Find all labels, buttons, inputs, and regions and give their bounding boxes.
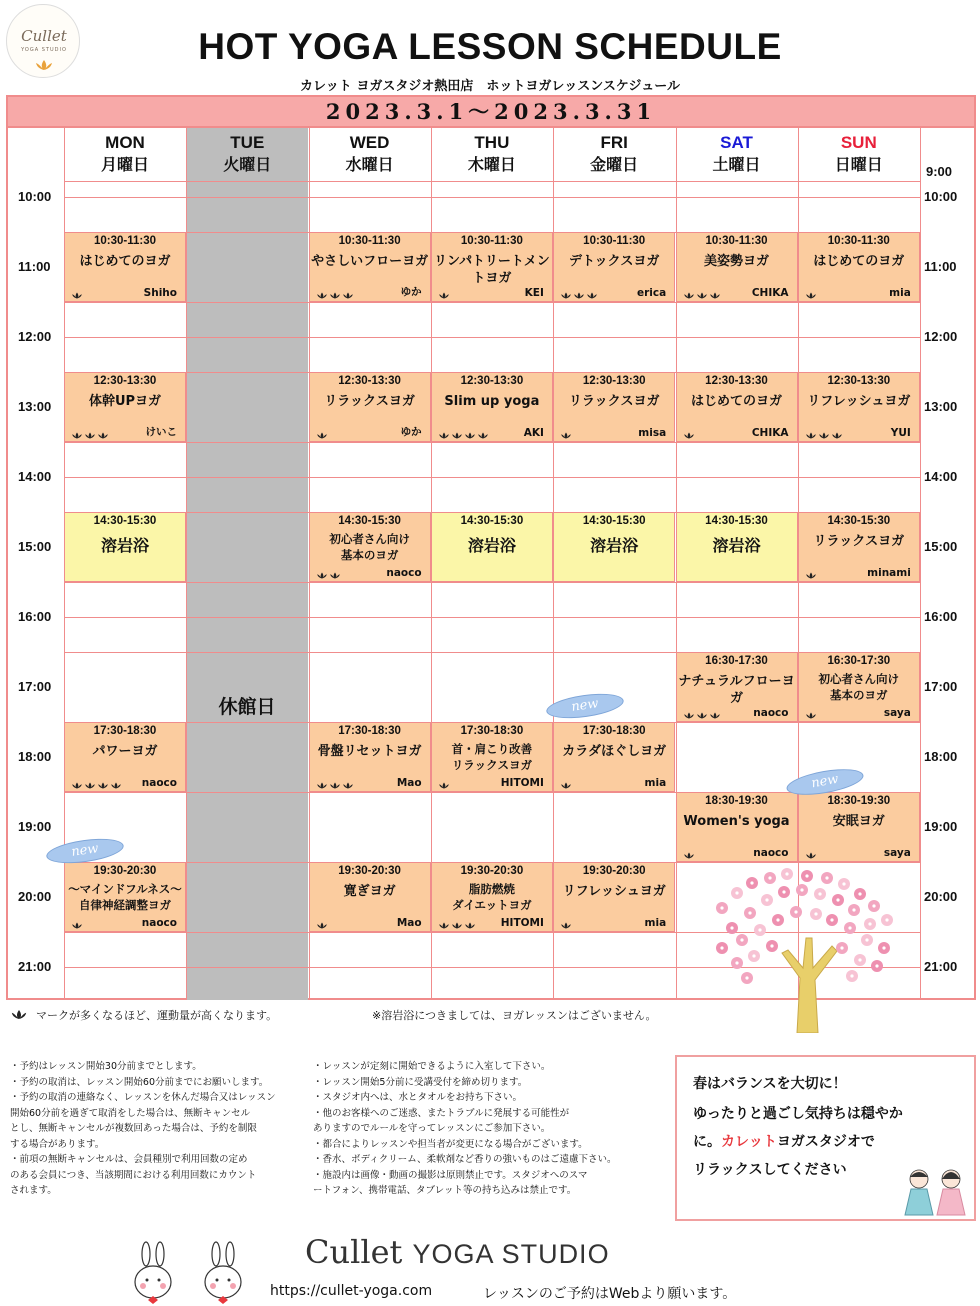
rabbits-illustration — [130, 1240, 260, 1306]
lesson-name: 初心者さん向け 基本のヨガ — [818, 672, 900, 702]
lesson-card[interactable] — [676, 372, 798, 442]
intensity-lotus-icons — [316, 776, 355, 788]
lesson-card[interactable] — [309, 862, 431, 932]
lesson-card[interactable] — [798, 652, 920, 722]
lesson-name: Women's yoga — [683, 814, 790, 829]
time-label-right: 19:00 — [924, 819, 958, 834]
lesson-name: 寛ぎヨガ — [343, 884, 396, 899]
lesson-time: 14:30-15:30 — [460, 515, 524, 527]
lesson-instructor: naoco — [141, 777, 177, 789]
lesson-instructor: けいこ — [145, 426, 177, 438]
lesson-name: リラックスヨガ — [568, 394, 660, 409]
time-label-left: 11:00 — [18, 259, 51, 274]
lesson-instructor: HITOMI — [500, 777, 544, 789]
lesson-card[interactable] — [553, 512, 675, 582]
intensity-lotus-icons — [560, 426, 573, 438]
logo-subtext: YOGA STUDIO — [21, 47, 67, 53]
time-label-right: 15:00 — [924, 539, 958, 554]
day-name-en: FRI — [600, 133, 628, 152]
lesson-instructor: naoco — [141, 917, 177, 929]
lesson-name: 美姿勢ヨガ — [703, 254, 769, 269]
lesson-time: 19:30-20:30 — [338, 865, 401, 877]
day-name-jp: 月曜日 — [100, 155, 149, 174]
time-label-left: 13:00 — [18, 399, 52, 414]
lesson-instructor: naoco — [753, 847, 789, 859]
lesson-instructor: saya — [883, 847, 911, 859]
lesson-card[interactable] — [431, 862, 553, 932]
intensity-lotus-icons — [71, 776, 123, 788]
time-label-left: 18:00 — [18, 749, 52, 764]
website-link[interactable]: https://cullet-yoga.com — [270, 1283, 433, 1299]
message-line: に。カレットヨガスタジオで — [693, 1134, 875, 1150]
lesson-name: ～マインドフルネス～ 自律神経調整ヨガ — [68, 882, 182, 912]
lesson-card[interactable] — [798, 792, 920, 862]
rules-right — [313, 1059, 617, 1199]
day-name-jp: 火曜日 — [223, 155, 272, 174]
lesson-name: 体幹UPヨガ — [88, 394, 162, 409]
lesson-card[interactable] — [798, 372, 920, 442]
intensity-lotus-icons — [560, 916, 573, 928]
message-box — [675, 1055, 976, 1221]
logo-text: Cullet — [21, 27, 67, 45]
intensity-lotus-icons — [560, 776, 573, 788]
lesson-name: やさしいフローヨガ — [311, 254, 429, 269]
day-header-sun — [798, 130, 920, 181]
time-label-right: 16:00 — [924, 609, 958, 624]
lesson-card[interactable] — [309, 722, 431, 792]
reservation-note: レッスンのご予約はWebより願います。 — [483, 1286, 737, 1302]
lesson-name: 溶岩浴 — [590, 536, 639, 555]
lesson-name: 骨盤リセットヨガ — [317, 744, 422, 759]
day-header-thu — [431, 130, 553, 181]
time-label-right: 11:00 — [924, 259, 957, 274]
lesson-instructor: CHIKA — [751, 427, 789, 439]
day-name-en: TUE — [230, 133, 265, 152]
lesson-time: 17:30-18:30 — [582, 725, 646, 737]
lesson-card[interactable] — [309, 512, 431, 582]
day-header-sat — [676, 130, 798, 181]
time-label-right: 21:00 — [924, 959, 958, 974]
rules-left — [10, 1059, 276, 1199]
rule-line: ・予約の取消は、レッスン開始60分前までにお願いします。 — [10, 1076, 269, 1088]
time-label-right: 17:00 — [924, 679, 958, 694]
rule-line: ・前項の無断キャンセルは、会員種別で利用回数の定め — [10, 1154, 248, 1165]
rule-line: ・都合によりレッスンや担当者が変更になる場合がございます。 — [313, 1138, 588, 1150]
lesson-instructor: ゆか — [400, 426, 422, 438]
day-name-jp: 土曜日 — [712, 155, 761, 174]
day-name-en: SAT — [720, 133, 753, 152]
time-label-left: 16:00 — [18, 609, 52, 624]
day-name-en: MON — [105, 133, 145, 152]
lava-bath-note: ※溶岩浴につきましては、ヨガレッスンはございません。 — [372, 1009, 657, 1022]
time-label-left: 12:00 — [18, 329, 52, 344]
cherry-blossom-tree-illustration — [692, 868, 922, 1033]
lesson-instructor: mia — [889, 287, 911, 299]
intensity-lotus-icons — [805, 846, 818, 858]
lesson-instructor: saya — [883, 707, 911, 719]
lesson-name: カラダほぐしヨガ — [562, 744, 667, 759]
time-label-left: 10:00 — [18, 189, 52, 204]
time-label-right: 18:00 — [924, 749, 958, 764]
lotus-icon — [10, 1009, 28, 1023]
footer-logo: Cullet YOGA STUDIO — [305, 1233, 610, 1271]
rule-line: ・香水、ボディクリーム、柔軟剤など香りの強いものはご遠慮下さい。 — [313, 1154, 617, 1165]
time-label-right: 13:00 — [924, 399, 958, 414]
rule-line: ートフォン、携帯電話、タブレット等の持ち込みは禁止です。 — [313, 1185, 577, 1196]
time-label-left: 19:00 — [18, 819, 52, 834]
rule-line: ありますのでルールを守ってレッスンにご参加下さい。 — [313, 1123, 551, 1134]
lesson-card[interactable] — [64, 722, 186, 792]
studio-name-highlight: カレット — [721, 1134, 777, 1150]
rule-line: する場合があります。 — [10, 1138, 105, 1150]
lesson-time: 12:30-13:30 — [460, 375, 524, 387]
new-badge: new — [45, 835, 125, 868]
time-label-left: 14:00 — [18, 469, 52, 484]
lesson-card[interactable] — [309, 372, 431, 442]
lesson-time: 16:30-17:30 — [827, 655, 891, 667]
lesson-instructor: mia — [644, 777, 667, 789]
lesson-instructor: minami — [867, 567, 911, 579]
intensity-lotus-icons — [683, 286, 722, 298]
intensity-lotus-icons — [71, 286, 84, 298]
lesson-card[interactable] — [553, 372, 675, 442]
intensity-lotus-icons — [316, 916, 329, 928]
rule-line: ・予約はレッスン開始30分前までとします。 — [10, 1061, 202, 1072]
lesson-instructor: Mao — [396, 777, 422, 789]
lesson-card[interactable] — [676, 792, 798, 862]
time-label-right: 20:00 — [924, 889, 958, 904]
intensity-lotus-icons — [438, 776, 451, 788]
lesson-time: 10:30-11:30 — [705, 235, 768, 247]
lesson-time: 17:30-18:30 — [338, 725, 401, 737]
intensity-lotus-icons — [805, 426, 844, 438]
lesson-time: 12:30-13:30 — [582, 375, 646, 387]
lesson-time: 10:30-11:30 — [827, 235, 890, 247]
lesson-name: 溶岩浴 — [100, 536, 149, 555]
rule-line: されます。 — [10, 1185, 57, 1196]
rule-line: ・施設内は画像・動画の撮影は原則禁止です。スタジオへのスマ — [313, 1169, 588, 1181]
time-label-left: 21:00 — [18, 959, 52, 974]
lesson-name: リンパトリートメントヨガ — [434, 254, 550, 286]
lesson-time: 12:30-13:30 — [827, 375, 891, 387]
hina-dolls-illustration — [899, 1165, 971, 1217]
lesson-card[interactable] — [431, 722, 553, 792]
lesson-name: はじめてのヨガ — [79, 254, 171, 269]
time-label-right: 10:00 — [924, 189, 958, 204]
lesson-card[interactable] — [431, 232, 553, 302]
closed-day-column — [186, 128, 308, 1000]
intensity-lotus-icons — [805, 286, 818, 298]
lesson-instructor: erica — [636, 287, 667, 299]
lesson-card[interactable] — [431, 512, 553, 582]
lesson-time: 10:30-11:30 — [460, 235, 523, 247]
lesson-instructor: naoco — [753, 707, 789, 719]
day-header-tue — [186, 130, 308, 181]
lesson-time: 10:30-11:30 — [338, 235, 401, 247]
day-name-jp: 木曜日 — [467, 155, 516, 174]
lesson-name: リフレッシュヨガ — [807, 394, 911, 409]
lesson-instructor: CHIKA — [751, 287, 789, 299]
new-badge: new — [545, 690, 625, 723]
rule-line: ・予約の取消の連絡なく、レッスンを休んだ場合又はレッスン — [10, 1092, 276, 1103]
intensity-lotus-icons — [805, 706, 818, 718]
lesson-card[interactable] — [676, 512, 798, 582]
lesson-card[interactable] — [553, 232, 675, 302]
lesson-name: 溶岩浴 — [467, 536, 516, 555]
lesson-card[interactable] — [64, 512, 186, 582]
lesson-instructor: Shiho — [143, 287, 177, 299]
lesson-instructor: ゆか — [400, 286, 422, 298]
intensity-lotus-icons — [316, 426, 329, 438]
lesson-name: ナチュラルフローヨガ — [678, 674, 795, 706]
day-name-jp: 水曜日 — [345, 155, 394, 174]
lesson-name: リラックスヨガ — [324, 394, 415, 409]
lesson-name: パワーヨガ — [92, 744, 158, 759]
intensity-lotus-icons — [316, 286, 355, 298]
lesson-card[interactable] — [64, 862, 186, 932]
lesson-time: 16:30-17:30 — [705, 655, 768, 667]
intensity-lotus-icons — [805, 566, 818, 578]
intensity-lotus-icons — [438, 916, 477, 928]
page-title: HOT YOGA LESSON SCHEDULE — [198, 26, 782, 67]
lesson-instructor: HITOMI — [500, 917, 544, 929]
rule-line: のある会員につき、当該期間における利用回数にカウント — [10, 1169, 257, 1181]
rule-line: ・他のお客様へのご迷惑、またトラブルに発展する可能性が — [313, 1107, 570, 1119]
lesson-name: 首・肩こり改善 リラックスヨガ — [451, 742, 533, 772]
lesson-time: 19:30-20:30 — [582, 865, 646, 877]
day-name-jp: 日曜日 — [834, 155, 883, 174]
day-header-mon — [64, 130, 186, 181]
message-line: リラックスしてください — [693, 1162, 847, 1178]
lesson-name: リラックスヨガ — [813, 534, 905, 549]
lesson-instructor: KEI — [524, 287, 544, 299]
lesson-name: 脂肪燃焼 ダイエットヨガ — [452, 882, 532, 912]
lesson-time: 18:30-19:30 — [705, 795, 768, 807]
date-range: 2023.3.1～2023.3.31 — [6, 95, 976, 128]
rule-line: 開始60分前を過ぎて取消をした場合は、無断キャンセル — [10, 1107, 251, 1119]
intensity-lotus-icons — [71, 426, 110, 438]
time-label-left: 17:00 — [18, 679, 52, 694]
day-header-fri — [553, 130, 675, 181]
lesson-time: 19:30-20:30 — [93, 865, 157, 877]
lesson-name: 初心者さん向け 基本のヨガ — [329, 532, 410, 562]
time-label-right: 14:00 — [924, 469, 958, 484]
message-line: 春はバランスを大切に！ — [693, 1076, 847, 1092]
lesson-time: 10:30-11:30 — [93, 235, 157, 247]
lesson-name: 溶岩浴 — [712, 536, 761, 555]
rule-line: ・レッスン開始5分前に受講受付を締め切ります。 — [313, 1076, 528, 1088]
lesson-name: 安眠ヨガ — [832, 814, 885, 829]
lesson-card[interactable] — [431, 372, 553, 442]
lesson-time: 12:30-13:30 — [705, 375, 768, 387]
lesson-card[interactable] — [553, 722, 675, 792]
message-line: ゆったりと過ごし気持ちは穏やか — [693, 1106, 903, 1122]
rule-line: ・スタジオ内へは、水とタオルをお持ち下さい。 — [313, 1092, 523, 1103]
intensity-lotus-icons — [71, 916, 84, 928]
lesson-time: 17:30-18:30 — [93, 725, 157, 737]
rule-line: とし、無断キャンセルが複数回あった場合は、予約を制限 — [10, 1123, 257, 1134]
lesson-instructor: Mao — [396, 917, 422, 929]
intensity-lotus-icons — [683, 846, 696, 858]
new-badge: new — [785, 764, 866, 799]
lesson-card[interactable] — [64, 372, 186, 442]
intensity-legend — [10, 1007, 277, 1023]
intensity-lotus-icons — [560, 286, 599, 298]
day-name-en: SUN — [840, 133, 877, 152]
lesson-card[interactable] — [798, 232, 920, 302]
lesson-card[interactable] — [676, 232, 798, 302]
intensity-lotus-icons — [438, 426, 490, 438]
page-subtitle: カレット ヨガスタジオ熱田店 ホットヨガレッスンスケジュール — [299, 79, 681, 94]
lesson-name: リフレッシュヨガ — [562, 884, 666, 899]
day-name-en: THU — [474, 133, 510, 152]
lesson-time: 14:30-15:30 — [93, 515, 157, 527]
lesson-card[interactable] — [553, 862, 675, 932]
lesson-card[interactable] — [309, 232, 431, 302]
time-label-left: 15:00 — [18, 539, 52, 554]
lesson-time: 12:30-13:30 — [93, 375, 157, 387]
lesson-time: 18:30-19:30 — [827, 795, 891, 807]
lesson-time: 14:30-15:30 — [705, 515, 768, 527]
lesson-instructor: mia — [644, 917, 667, 929]
lesson-instructor: naoco — [386, 567, 422, 579]
time-label-left: 20:00 — [18, 889, 52, 904]
intensity-lotus-icons — [438, 286, 451, 298]
lesson-time: 14:30-15:30 — [582, 515, 646, 527]
day-name-en: WED — [349, 133, 390, 152]
lesson-name: はじめてのヨガ — [813, 254, 905, 269]
lesson-instructor: AKI — [523, 427, 544, 439]
lesson-time: 19:30-20:30 — [460, 865, 524, 877]
lesson-time: 17:30-18:30 — [460, 725, 524, 737]
lesson-name: デトックスヨガ — [568, 254, 660, 269]
intensity-lotus-icons — [316, 566, 342, 578]
lesson-time: 10:30-11:30 — [583, 235, 646, 247]
lesson-card[interactable] — [64, 232, 186, 302]
lesson-time: 14:30-15:30 — [827, 515, 891, 527]
time-label-right: 9:00 — [926, 164, 953, 179]
lesson-instructor: YUI — [890, 427, 911, 439]
closed-day-label: 休館日 — [218, 696, 276, 718]
day-header-wed — [309, 130, 431, 181]
intensity-lotus-icons — [683, 426, 696, 438]
lesson-name: はじめてのヨガ — [690, 394, 782, 409]
lesson-card[interactable] — [798, 512, 920, 582]
rule-line: ・レッスンが定刻に開始できるように入室して下さい。 — [313, 1061, 551, 1072]
intensity-lotus-icons — [683, 706, 722, 718]
lesson-name: Slim up yoga — [444, 394, 540, 409]
legend-text: マークが多くなるほど、運動量が高くなります。 — [36, 1009, 278, 1022]
time-label-right: 12:00 — [924, 329, 958, 344]
day-name-jp: 金曜日 — [590, 155, 639, 174]
lesson-time: 14:30-15:30 — [338, 515, 401, 527]
lesson-time: 12:30-13:30 — [338, 375, 401, 387]
lesson-card[interactable] — [676, 652, 798, 722]
lesson-instructor: misa — [638, 427, 667, 439]
